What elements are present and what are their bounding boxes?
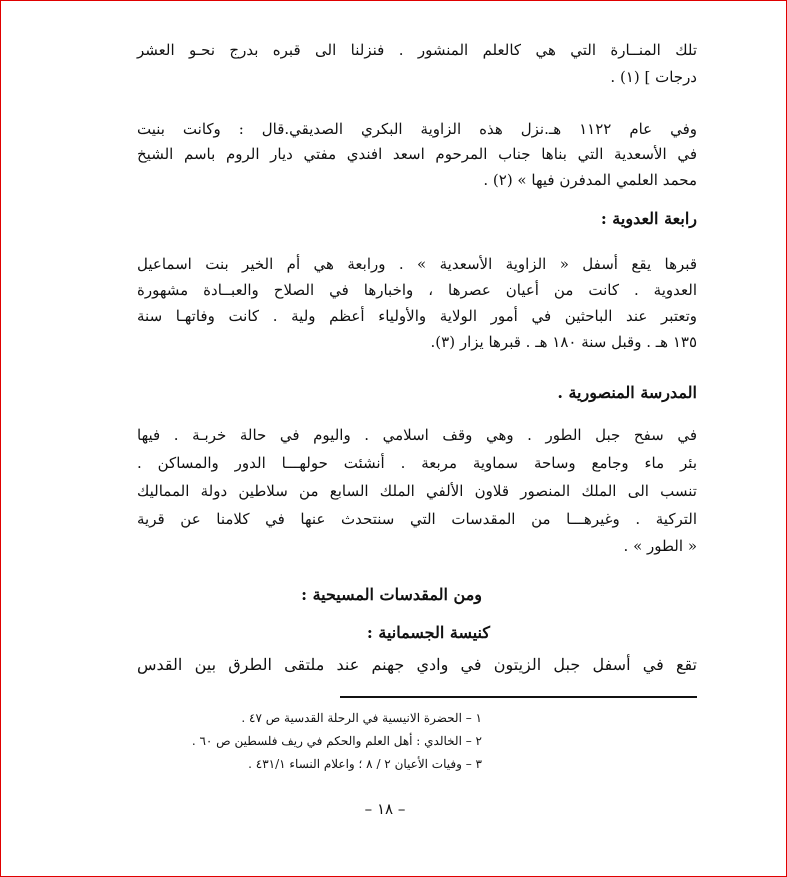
text-line: ١٣٥ هـ . وقبل سنة ١٨٠ هـ . قبرها يزار (٣).	[430, 333, 697, 351]
text-line: وتعتبر عند الباحثين في أمور الولاية والأولياء أعظم ولية . كانت وفاتهـا سنة	[137, 307, 697, 325]
text-line: في سفح جبل الطور . وهي وقف اسلامي . واليوم في حالة خربـة . فيها	[137, 426, 697, 444]
text-line: قبرها يقع أسفل « الزاوية الأسعدية » . ورابعة هي أم الخير بنت اسماعيل	[137, 255, 697, 273]
footnote: ١ – الحضرة الانيسية في الرحلة القدسية ص ٤٧ .	[241, 711, 482, 725]
text-line: تقع في أسفل جبل الزيتون في وادي جهنم عند ملتقى الطرق بين القدس	[137, 655, 697, 674]
page-number: – ١٨ –	[364, 800, 406, 818]
text-line: التركية . وغيرهـــا من المقدسات التي سنتحدث عنها في كلامنا عن قرية	[137, 510, 697, 528]
section-heading: رابعة العدوية :	[600, 209, 697, 228]
text-line: تنسب الى الملك المنصور قلاون الألفي الملك السابع من سلاطين دولة المماليك	[137, 482, 697, 500]
section-heading: ومن المقدسات المسيحية :	[301, 585, 482, 604]
text-line: تلك المنــارة التي هي كالعلم المنشور . فنزلنا الى قبره بدرج نحـو العشر	[137, 41, 697, 59]
section-heading: المدرسة المنصورية .	[557, 383, 697, 402]
footnote: ٣ – وفيات الأعيان ٢ / ٨ ؛ واعلام النساء ٤٣١/١ .	[248, 757, 482, 771]
text-line: بئر ماء وجامع وساحة سماوية مربعة . أنشئت حولهـــا الدور والمساكن .	[137, 454, 697, 472]
text-line: وفي عام ١١٢٢ هـ.نزل هذه الزاوية البكري الصديقي.قال : وكانت بنيت	[137, 120, 698, 138]
text-line: العدوية . كانت من أعيان عصرها ، واخبارها في الصلاح والعبــادة مشهورة	[137, 281, 697, 299]
footnote: ٢ – الخالدي : أهل العلم والحكم في ريف فلسطين ص ٦٠ .	[191, 734, 482, 748]
footnote-separator	[340, 696, 697, 698]
text-line: في الأسعدية التي بناها جناب المرحوم اسعد افندي مفتي ديار الروم باسم الشيخ	[137, 145, 697, 163]
text-line: محمد العلمي المدفرن فيها » (٢) .	[483, 171, 697, 189]
section-heading: كنيسة الجسمانية :	[366, 623, 490, 642]
text-line: « الطور » .	[623, 537, 697, 555]
text-line: درجات ] (١) .	[610, 68, 697, 86]
